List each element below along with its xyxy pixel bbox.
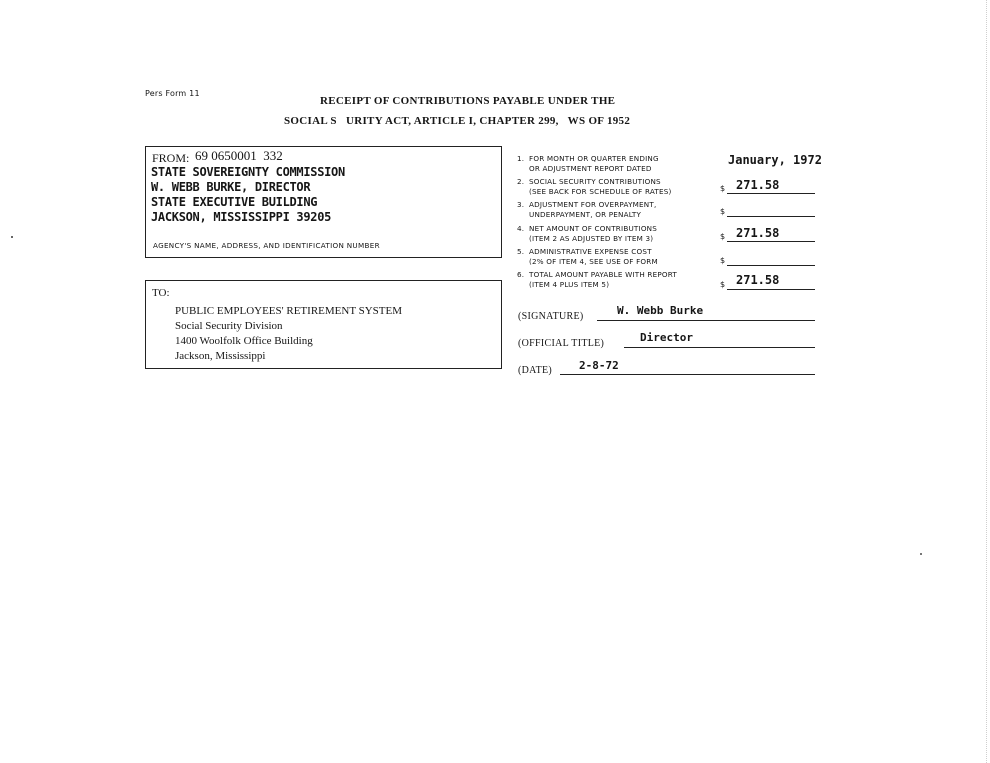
item-4-dollar: $ <box>720 232 726 241</box>
scan-speck <box>11 236 13 238</box>
item-6-value: 271.58 <box>736 273 780 287</box>
item-1: 1. FOR MONTH OR QUARTER ENDING OR ADJUSTMENT REPORT DATED <box>517 154 659 173</box>
to-label: TO: <box>152 287 170 299</box>
form-title-line1: RECEIPT OF CONTRIBUTIONS PAYABLE UNDER THE <box>320 95 616 107</box>
item-5: 5. ADMINISTRATIVE EXPENSE COST (2% OF ITEM 4, SEE USE OF FORM <box>517 247 658 266</box>
item-4: 4. NET AMOUNT OF CONTRIBUTIONS (ITEM 2 AS ADJUSTED BY ITEM 3) <box>517 224 658 243</box>
from-id-number: 69 0650001 332 <box>195 148 283 163</box>
item-3-line <box>727 216 815 217</box>
item-6: 6. TOTAL AMOUNT PAYABLE WITH REPORT (ITEM 4 PLUS ITEM 5) <box>517 270 678 289</box>
item-4-line <box>727 241 815 242</box>
item-1-value: January, 1972 <box>728 153 822 167</box>
item-2: 2. SOCIAL SECURITY CONTRIBUTIONS (SEE BACK FOR SCHEDULE OF RATES) <box>517 177 672 196</box>
from-line-4: JACKSON, MISSISSIPPI 39205 <box>151 210 332 224</box>
from-box <box>145 146 502 258</box>
form-title-line2: SOCIAL S URITY ACT, ARTICLE I, CHAPTER 299, WS OF 1952 <box>284 115 631 127</box>
from-line-1: STATE SOVEREIGNTY COMMISSION <box>151 165 345 179</box>
item-3-dollar: $ <box>720 207 726 216</box>
item-6-line <box>727 289 815 290</box>
scan-edge <box>986 0 987 763</box>
scan-speck <box>920 553 922 555</box>
from-caption: AGENCY'S NAME, ADDRESS, AND IDENTIFICATION NUMBER <box>153 241 380 250</box>
item-2-line <box>727 193 815 194</box>
from-line-3: STATE EXECUTIVE BUILDING <box>151 195 318 209</box>
signature-line <box>597 320 815 321</box>
item-6-dollar: $ <box>720 280 726 289</box>
to-box <box>145 280 502 369</box>
form-id: Pers Form 11 <box>145 89 200 98</box>
date-line <box>560 374 815 375</box>
item-5-dollar: $ <box>720 256 726 265</box>
signature-label: (SIGNATURE) <box>518 311 584 322</box>
to-line-2: Social Security Division <box>175 320 283 332</box>
from-label: FROM: <box>152 151 190 165</box>
item-4-value: 271.58 <box>736 226 780 240</box>
to-line-1: PUBLIC EMPLOYEES' RETIREMENT SYSTEM <box>175 305 402 317</box>
official-title-value: Director <box>640 331 693 344</box>
date-value: 2-8-72 <box>579 359 619 372</box>
to-line-3: 1400 Woolfolk Office Building <box>175 335 313 347</box>
item-5-line <box>727 265 815 266</box>
item-2-value: 271.58 <box>736 178 780 192</box>
official-title-line <box>624 347 815 348</box>
item-2-dollar: $ <box>720 184 726 193</box>
date-label: (DATE) <box>518 365 553 376</box>
official-title-label: (OFFICIAL TITLE) <box>518 338 605 349</box>
signature-value: W. Webb Burke <box>617 304 704 317</box>
from-line-2: W. WEBB BURKE, DIRECTOR <box>151 180 311 194</box>
item-3: 3. ADJUSTMENT FOR OVERPAYMENT, UNDERPAYMENT, OR PENALTY <box>517 200 657 219</box>
to-line-4: Jackson, Mississippi <box>175 350 266 362</box>
